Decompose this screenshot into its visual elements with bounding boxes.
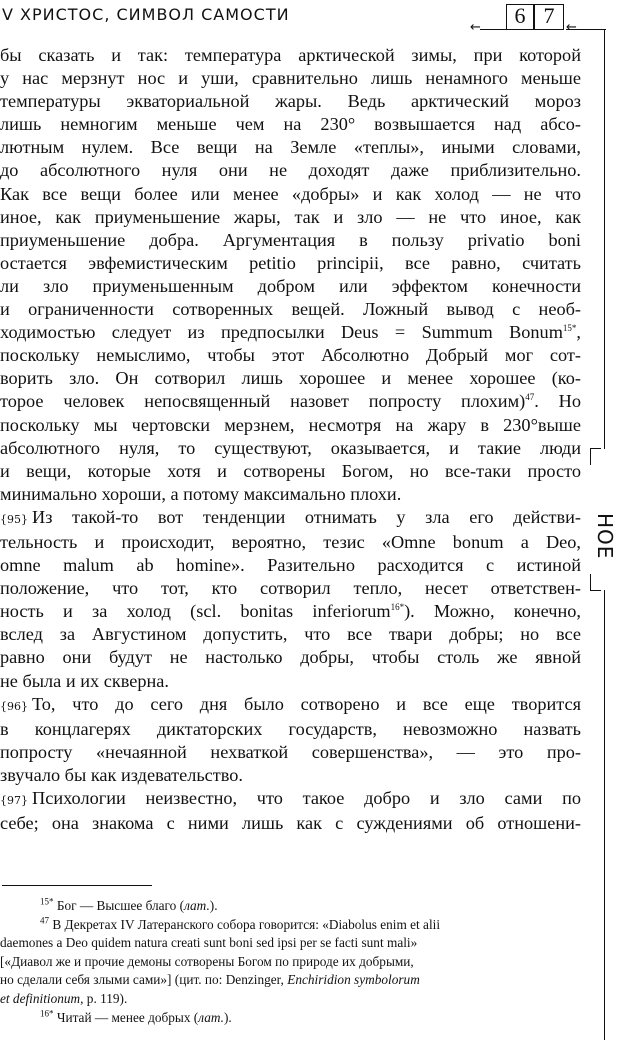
body-text [0,44,581,835]
footnote-ref-15: 15* [562,323,577,334]
text-line [0,787,581,812]
text-line: ворить зло. Он сотворил лишь хорошее и менее хорошее (ко- [0,368,581,389]
paragraph-number: {95} [0,512,28,526]
text-line [0,693,581,718]
footnote-15 [0,897,581,916]
text-line: не была и их скверна. [0,670,169,691]
page-number-digit-1: 6 [506,4,534,30]
text-fragment: лат. [198,1009,224,1025]
text-fragment: ность и за холод (scl. bonitas inferiorum [0,601,391,622]
text-line: у нас мерзнут нос и уши, сравнительно лишь ненамного меньше [0,68,581,89]
footnotes [0,897,581,1027]
footnote-mark: 16* [40,1008,54,1019]
text-fragment: То, что до сего дня было сотворено и все еще творится [32,693,581,714]
running-head: V ХРИСТОС, СИМВОЛ САМОСТИ [2,5,290,24]
margin-bracket-top [590,448,601,465]
text-line: тельность и происходит, вероятно, тезис «Omne bonum a Deo, [0,531,581,552]
text-fragment: В Декретах IV Латеранского собора говорится: «Diabolus enim et alii [49,916,441,932]
page-number-digit-2: 7 [534,4,564,30]
text-line [0,600,581,623]
text-line: ли зло приуменьшенным добром или эффектом конечности [0,275,581,296]
text-line: температуры экваториальной жары. Ведь арктический мороз [0,91,581,112]
text-line: и вещи, которые хотя и сотворены Богом, но все-таки просто [0,460,581,481]
footnote-line [0,990,581,1009]
text-line: попросту «нечаянной нехваткой совершенства», — это про- [0,741,581,762]
text-fragment: Enchiridion symbolorum [287,972,420,988]
footnote-line [0,971,581,990]
text-fragment: Читай — менее добрых ( [53,1009,199,1025]
footnote-line: daemones a Deo quidem natura creati sunt boni sed ipsi per se facti sunt mali» [0,935,418,951]
text-line: себе; она знакома с ними лишь как с суждениями об отношени- [0,813,581,834]
text-line: остается эвфемистическим petitio principii, все равно, считать [0,252,581,273]
footnote-47 [0,916,581,935]
margin-bracket-bottom [590,574,601,591]
text-line: ходимостью следует из предпосылки Deus = Summum Bonum$^{15*}$, [0,322,581,343]
text-line: лишь немногим меньше чем на 230° возвышается над абсо- [0,114,581,135]
text-line: вслед за Августином допустить, что все твари добры; но все [0,624,581,645]
text-fragment: ). Можно, конечно, [404,601,581,622]
text-line: Как все вещи более или менее «добры» и как холод — не что [0,183,581,204]
text-fragment: Психологии неизвестно, что такое добро и зло сами по [32,788,581,808]
text-fragment: et definitionum [0,990,81,1006]
footnote-line: [«Диавол же и прочие демоны сотворены Богом по природе их добрыми, [0,953,414,969]
text-fragment: торое человек непосвященный назовет попросту плохим) [0,391,526,412]
text-fragment: но сделали себя злыми сами»] (цит. по: Denzinger, [0,972,288,988]
footnote-ref-16: 16* [390,602,405,613]
side-marker: НОЕ [593,513,617,560]
text-line: положение, что тот, кто сотворил тепло, несет ответствен- [0,578,581,599]
text-line: в концлагерях диктаторских государств, невозможно назвать [0,718,581,739]
text-fragment: лат. [184,898,210,913]
text-line: минимально хороши, а потому максимально плохи. [0,483,402,504]
text-line: поскольку мы чертовски мерзнем, несмотря на жару в 230°выше [0,414,581,435]
header-rule-right [566,29,606,30]
text-line [0,390,581,413]
text-line: равно они будут не настолько добры, чтобы столь же явной [0,647,581,668]
text-fragment: ходимостью следует из предпосылки Deus = Summum Bonum [0,322,563,343]
margin-rule-bottom [604,590,605,1040]
text-line: звучало бы как издевательство. [0,764,244,785]
margin-rule-top [604,29,605,449]
text-fragment: ). [209,898,218,913]
text-line: и ограниченности сотворенных вещей. Ложный вывод с необ- [0,299,581,320]
text-line: лютным нулем. Все вещи на Земле «теплы», иными словами, [0,137,581,158]
text-line: приуменьшение добра. Аргументация в пользу privatio boni [0,229,581,250]
text-fragment: Бог — Высшее благо ( [53,898,185,913]
text-line: иное, как приуменьшение жары, так и зло — не что иное, как [0,206,581,227]
text-line: omne malum ab homine». Разительно расходится с истиной [0,555,581,576]
arrow-right-icon: ← [566,20,577,35]
text-line: абсолютного нуля, то существуют, оказывается, и такие люди [0,437,581,458]
footnote-mark: 47 [40,915,49,926]
text-line: поскольку немыслимо, чтобы этот Абсолютно Добрый мог сот- [0,345,581,366]
text-fragment: Из такой-то вот тенденции отнимать у зла его действи- [32,506,581,527]
paragraph-number: {96} [0,699,28,713]
text-fragment: ). [223,1009,232,1025]
text-line [0,506,581,531]
footnote-ref-47: 47 [525,392,535,403]
footnote-divider [2,885,152,886]
footnote-16 [0,1009,581,1028]
arrow-left-icon: ← [470,20,481,35]
header-rule-left [480,29,506,30]
text-line: до абсолютного нуля они не доходят даже приблизительно. [0,160,581,181]
text-line: бы сказать и так: температура арктической зимы, при которой [0,45,581,65]
text-fragment: . Но [534,391,581,412]
footnote-mark: 15* [40,896,54,907]
text-fragment: , p. 119). [80,990,128,1006]
paragraph-number: {97} [0,794,28,807]
